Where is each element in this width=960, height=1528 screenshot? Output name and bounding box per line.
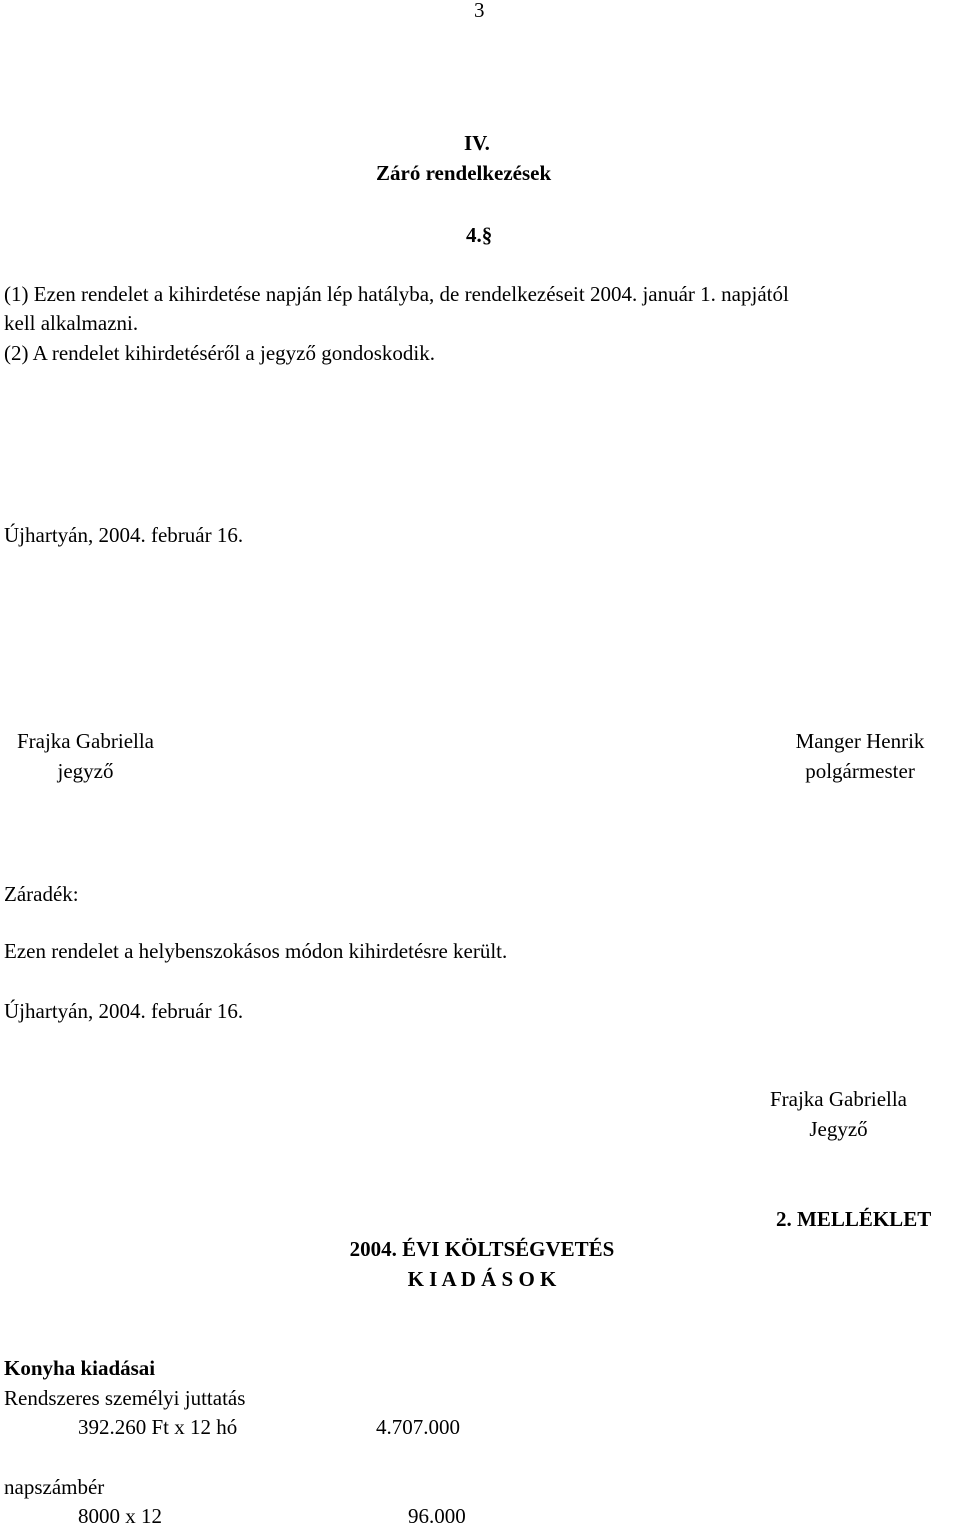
expense-item-1-calc: 392.260 Ft x 12 hó bbox=[78, 1415, 238, 1439]
page-number: 3 bbox=[474, 0, 485, 22]
clause-signer-name: Frajka Gabriella bbox=[769, 1087, 908, 1111]
signature-right bbox=[783, 731, 937, 782]
clause-text: Ezen rendelet a helybenszokásos módon kihirdetésre került. bbox=[4, 939, 508, 963]
signer-name-left: Frajka Gabriella bbox=[16, 729, 155, 753]
signer-name-right: Manger Henrik bbox=[795, 729, 925, 753]
expense-item-1-amount: 4.707.000 bbox=[376, 1415, 460, 1439]
annex-label: 2. MELLÉKLET bbox=[776, 1207, 932, 1231]
clause-heading: Záradék: bbox=[4, 882, 79, 906]
clause-place-date: Újhartyán, 2004. február 16. bbox=[4, 999, 244, 1023]
expense-item-2-label: napszámbér bbox=[4, 1475, 105, 1499]
budget-title bbox=[322, 1239, 642, 1290]
signer-role-right: polgármester bbox=[805, 759, 915, 783]
signer-role-left: jegyző bbox=[57, 759, 114, 783]
paragraph-1-line-1: (1) Ezen rendelet a kihirdetése napján lép hatályba, de rendelkezéseit 2004. január 1. napjától bbox=[4, 282, 789, 306]
signature-left bbox=[4, 731, 167, 782]
clause-signer-role: Jegyző bbox=[809, 1117, 868, 1141]
section-number: IV. bbox=[464, 131, 490, 155]
expense-item-2-amount: 96.000 bbox=[408, 1504, 466, 1528]
budget-title-line-2: K I A D Á S O K bbox=[407, 1267, 557, 1291]
expenses-section-title: Konyha kiadásai bbox=[4, 1356, 156, 1380]
paragraph-2: (2) A rendelet kihirdetéséről a jegyző gondoskodik. bbox=[4, 341, 435, 365]
place-date: Újhartyán, 2004. február 16. bbox=[4, 523, 244, 547]
expense-item-1-label: Rendszeres személyi juttatás bbox=[4, 1386, 246, 1410]
paragraph-1-line-2: kell alkalmazni. bbox=[4, 311, 139, 335]
expense-item-2-calc: 8000 x 12 bbox=[78, 1504, 162, 1528]
budget-title-line-1: 2004. ÉVI KÖLTSÉGVETÉS bbox=[349, 1237, 615, 1261]
section-title: Záró rendelkezések bbox=[376, 161, 552, 185]
paragraph-mark: 4.§ bbox=[466, 223, 493, 247]
clause-signature bbox=[756, 1089, 921, 1140]
